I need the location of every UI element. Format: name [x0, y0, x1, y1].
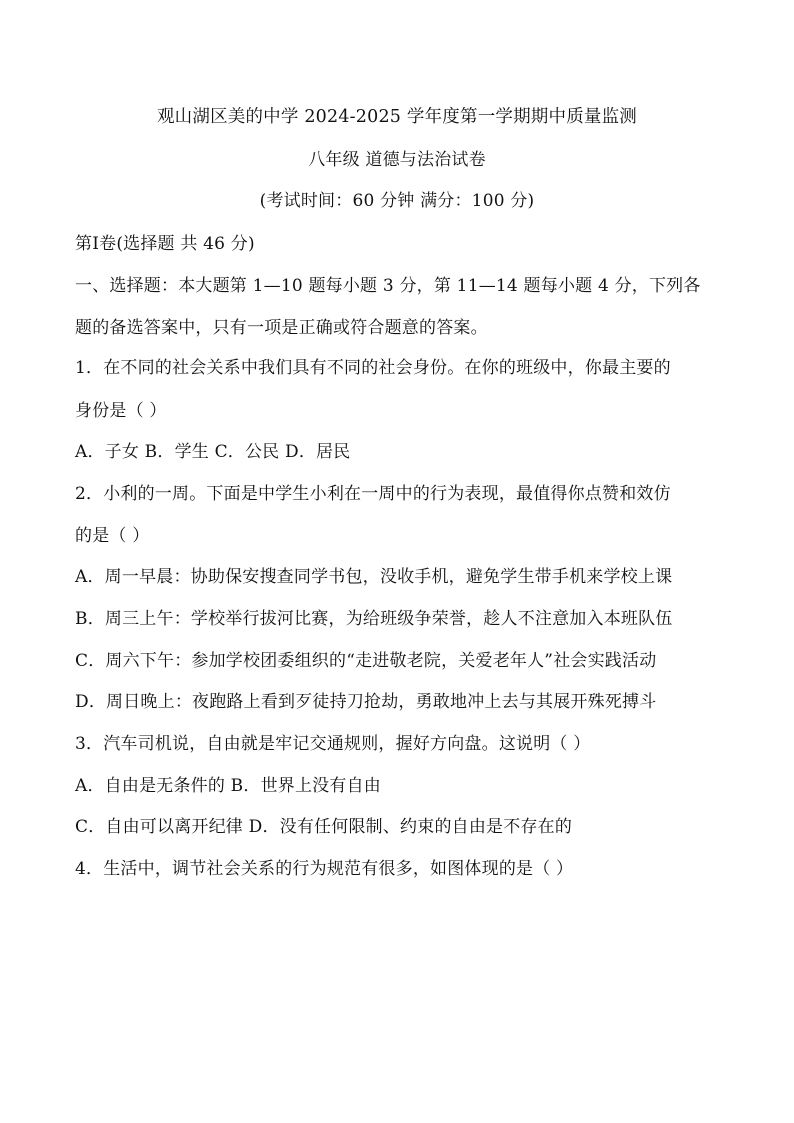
question-2-stem-2: 的是（ ） — [75, 526, 150, 546]
question-2-option-b: B．周三上午：学校举行拔河比赛，为给班级争荣誉，趁人不注意加入本班队伍 — [75, 609, 673, 629]
question-2-stem-1: 2．小利的一周。下面是中学生小利在一周中的行为表现，最值得你点赞和效仿 — [75, 484, 671, 504]
question-3-options-1: A．自由是无条件的 B．世界上没有自由 — [75, 776, 381, 796]
question-2-option-a: A．周一早晨：协助保安搜查同学书包，没收手机，避免学生带手机来学校上课 — [75, 567, 673, 587]
question-1-options: A．子女 B．学生 C．公民 D．居民 — [75, 442, 351, 462]
instruction-line-2: 题的备选答案中，只有一项是正确或符合题意的答案。 — [75, 318, 488, 338]
question-3-options-2: C．自由可以离开纪律 D．没有任何限制、约束的自由是不存在的 — [75, 817, 573, 837]
section-heading: 第Ⅰ卷(选择题 共 46 分) — [75, 234, 255, 254]
question-1-stem-2: 身份是（ ） — [75, 401, 167, 421]
exam-subtitle: 八年级 道德与法治试卷 — [308, 150, 486, 170]
exam-title: 观山湖区美的中学 2024-2025 学年度第一学期期中质量监测 — [156, 107, 637, 127]
exam-time-info: (考试时间：60 分钟 满分：100 分) — [259, 191, 535, 211]
question-4-stem-1: 4．生活中，调节社会关系的行为规范有很多，如图体现的是（ ） — [75, 859, 574, 879]
question-1-stem-1: 1．在不同的社会关系中我们具有不同的社会身份。在你的班级中，你最主要的 — [75, 358, 671, 378]
question-3-stem-1: 3．汽车司机说，自由就是牢记交通规则，握好方向盘。这说明（ ） — [75, 734, 591, 754]
question-2-option-d: D．周日晚上：夜跑路上看到歹徒持刀抢劫，勇敢地冲上去与其展开殊死搏斗 — [75, 692, 657, 712]
instruction-line-1: 一、选择题：本大题第 1—10 题每小题 3 分，第 11—14 题每小题 4 分，下列各 — [75, 276, 701, 296]
question-2-option-c: C．周六下午：参加学校团委组织的“走进敬老院，关爱老年人”社会实践活动 — [75, 651, 657, 671]
